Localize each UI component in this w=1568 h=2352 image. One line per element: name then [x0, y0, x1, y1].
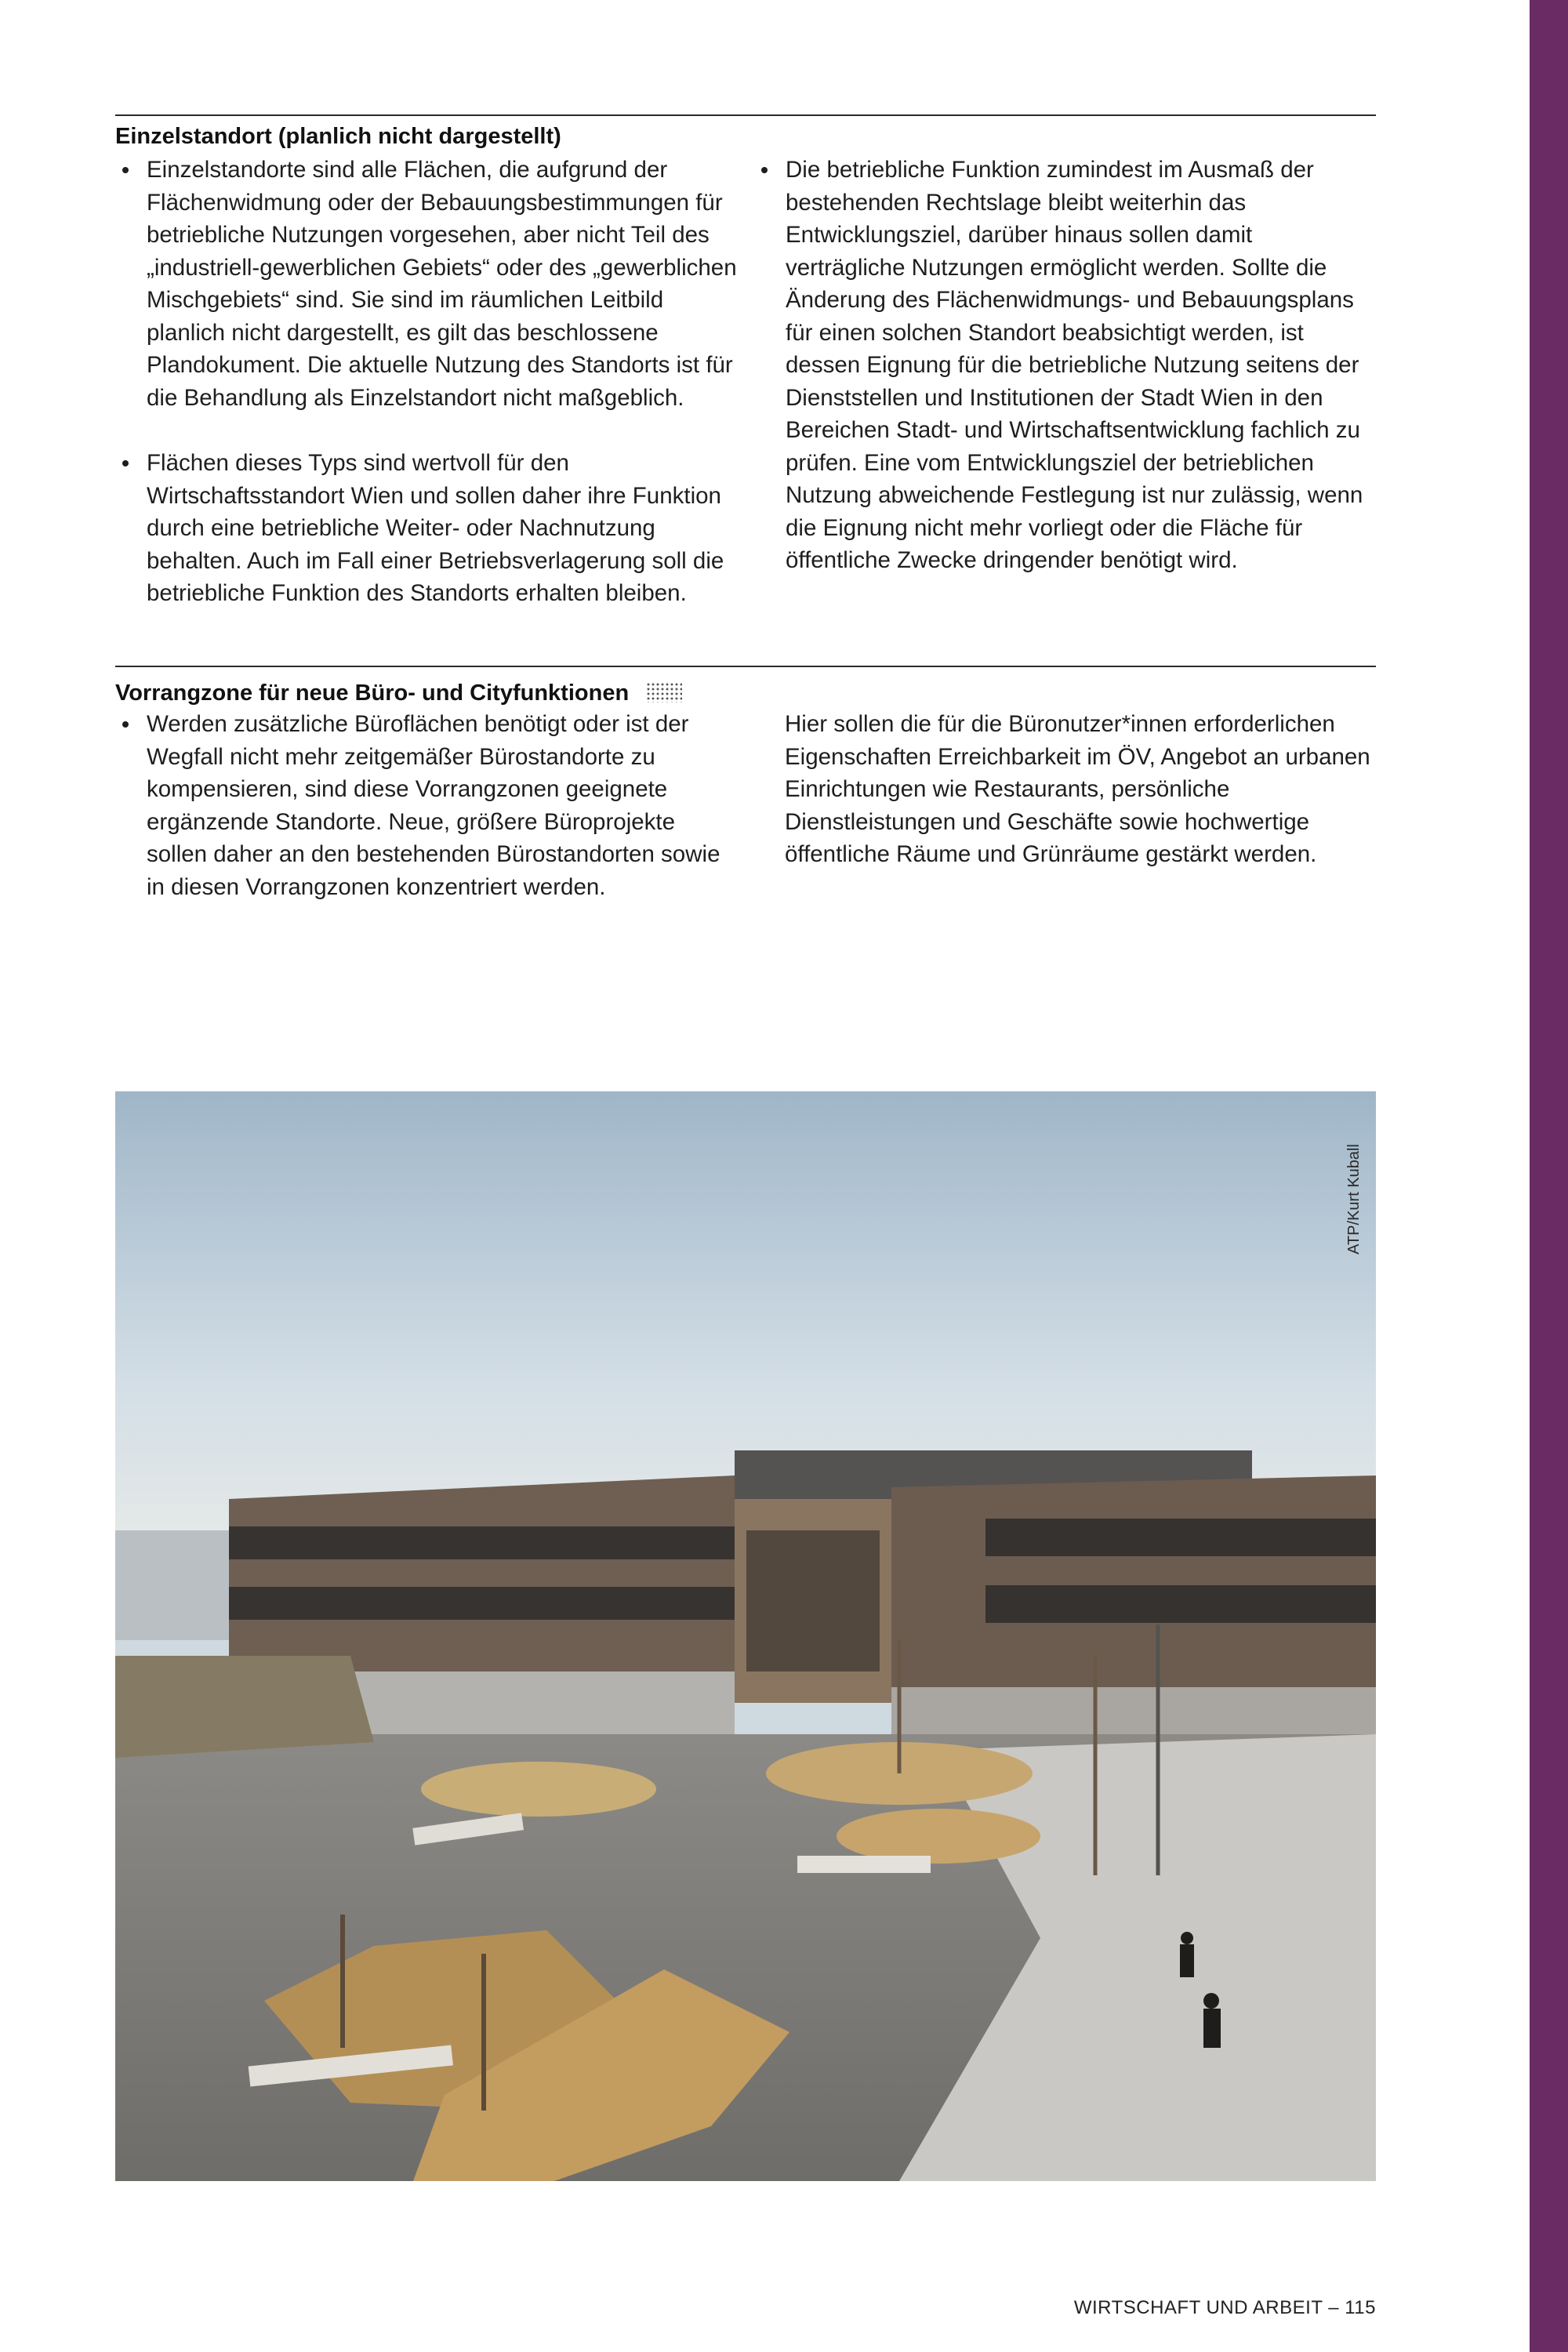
section2-left-column: [115, 708, 739, 903]
body-paragraph: Hier sollen die für die Büronutzer*innen erforderlichen Eigenschaften Erreichbarkeit im ÖV, Angebot an urbanen Einrichtungen wie Restaurants, persönliche Dienstleistungen und Geschäfte sowie hochwertige öffentliche Räume und Grünräume gestärkt werden.: [785, 711, 1370, 867]
section-divider: [115, 666, 1376, 667]
section2-right-column: [785, 708, 1377, 871]
section-title-einzelstandort: Einzelstandort (planlich nicht dargestellt): [115, 124, 561, 149]
bullet-paragraph: Werden zusätzliche Büroflächen benötigt oder ist der Wegfall nicht mehr zeitgemäßer Bürostandorte zu kompensieren, sind diese Vorrangzonen geeignete ergänzende Standorte. Neue, größere Büroprojekte sollen daher an den bestehenden Bürostandorten sowie in diesen Vorrangzonen konzentriert werden.: [115, 708, 739, 903]
office-campus-photo: [115, 1091, 1376, 2181]
section-title-vorrangzone: [115, 677, 682, 709]
page-footer: WIRTSCHAFT UND ARBEIT – 115: [1073, 2297, 1376, 2318]
side-accent-bar: [1530, 0, 1568, 2352]
bullet-paragraph: Einzelstandorte sind alle Flächen, die aufgrund der Flächenwidmung oder der Bebauungsbestimmungen für betriebliche Nutzungen vorgesehen, aber nicht Teil des „industriell-gewerblichen Gebiets“ oder des „gewerblichen Mischgebiets“ sind. Sie sind im räumlichen Leitbild planlich nicht dargestellt, es gilt das beschlossene Plandokument. Die aktuelle Nutzung des Standorts ist für die Behandlung als Einzelstandort nicht maßgeblich.: [115, 154, 739, 414]
bullet-paragraph: Flächen dieses Typs sind wertvoll für den Wirtschaftsstandort Wien und sollen daher ihre Funktion durch eine betriebliche Weiter- oder Nachnutzung behalten. Auch im Fall einer Betriebsverlagerung soll die betriebliche Funktion des Standorts erhalten bleiben.: [115, 447, 739, 610]
section-divider: [115, 114, 1376, 116]
section1-right-column: [754, 154, 1377, 577]
dot-grid-icon: [646, 682, 682, 702]
section-title-text: Vorrangzone für neue Büro- und Cityfunktionen: [115, 681, 630, 706]
section1-left-column: [115, 154, 739, 610]
bullet-paragraph: Die betriebliche Funktion zumindest im Ausmaß der bestehenden Rechtslage bleibt weiterhin das Entwicklungsziel, darüber hinaus sollen damit verträgliche Nutzungen ermöglicht werden. Sollte die Änderung des Flächenwidmungs- und Bebauungsplans für einen solchen Standort beabsichtigt werden, ist dessen Eignung für die betriebliche Nutzung seitens der Dienststellen und Institutionen der Stadt Wien in den Bereichen Stadt- und Wirtschaftsentwicklung fachlich zu prüfen. Eine vom Entwicklungsziel der betrieblichen Nutzung abweichende Festlegung ist nur zulässig, wenn die Eignung nicht mehr vorliegt oder die Fläche für öffentliche Zwecke dringender benötigt wird.: [754, 154, 1377, 577]
